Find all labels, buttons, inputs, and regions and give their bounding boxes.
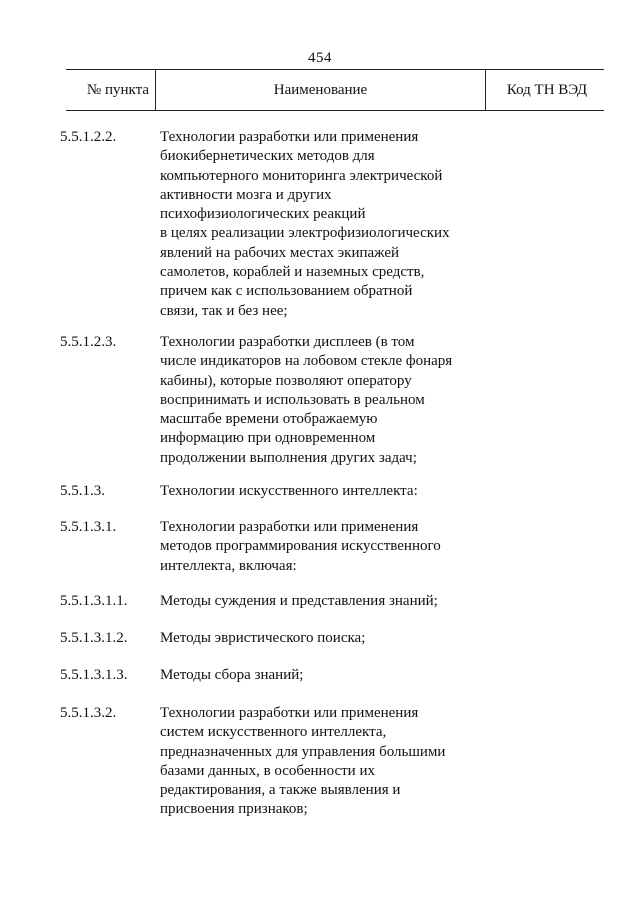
entry-text <box>160 482 500 501</box>
entry-number: 5.5.1.3.1. <box>60 519 117 535</box>
entry-line: систем искусственного интеллекта, <box>160 724 387 741</box>
entry-line: продолжении выполнения других задач; <box>160 449 417 466</box>
entry-line: биокибернетических методов для <box>160 148 375 165</box>
entry-line: масштабе времени отображаемую <box>160 411 378 428</box>
entry-number: 5.5.1.3.2. <box>60 705 117 721</box>
entry-line: связи, так и без нее; <box>160 302 288 319</box>
entry-line: психофизиологических реакций <box>160 206 366 223</box>
entry-line: компьютерного мониторинга электрической <box>160 167 443 184</box>
entry-line: кабины), которые позволяют оператору <box>160 372 412 389</box>
header-col-code: Код ТН ВЭД <box>506 81 588 98</box>
entry-line: числе индикаторов на лобовом стекле фонаря <box>160 353 453 370</box>
entry-number: 5.5.1.2.2. <box>60 129 117 145</box>
entry-line: Методы эвристического поиска; <box>160 630 366 646</box>
entry-line: Технологии разработки или применения <box>160 705 419 721</box>
entry-number: 5.5.1.2.3. <box>60 334 117 350</box>
entry-line: явлений на рабочих местах экипажей <box>160 244 400 261</box>
entry-number: 5.5.1.3.1.1. <box>60 593 128 609</box>
entry-text <box>160 333 500 468</box>
entry-line: интеллекта, включая: <box>160 557 297 574</box>
entry-line: активности мозга и других <box>160 186 332 203</box>
entry-text <box>160 666 500 685</box>
entry-text <box>160 704 500 820</box>
entry-line: редактирования, а также выявления и <box>160 782 401 799</box>
entry-line: информацию при одновременном <box>160 430 376 447</box>
entry-text <box>160 592 500 611</box>
entry-line: причем как с использованием обратной <box>160 283 413 300</box>
entry-line: Методы сбора знаний; <box>160 667 304 683</box>
entry-line: присвоения признаков; <box>160 801 308 818</box>
entry-text <box>160 629 500 648</box>
entry-line: воспринимать и использовать в реальном <box>160 391 425 408</box>
entry-line: методов программирования искусственного <box>160 538 441 555</box>
entry-line: базами данных, в особенности их <box>160 762 375 779</box>
entry-line: самолетов, кораблей и наземных средств, <box>160 264 425 281</box>
entry-line: предназначенных для управления большими <box>160 743 446 760</box>
page-number: 454 <box>308 50 332 66</box>
entry-line: Технологии искусственного интеллекта: <box>160 483 418 499</box>
table-header <box>66 69 604 111</box>
header-col-name: Наименование <box>156 70 486 110</box>
entry-text <box>160 128 500 321</box>
entry-line: Технологии разработки дисплеев (в том <box>160 334 415 350</box>
entry-line: в целях реализации электрофизиологических <box>160 225 450 242</box>
entry-number: 5.5.1.3.1.3. <box>60 667 128 683</box>
entry-number: 5.5.1.3. <box>60 483 105 499</box>
entry-line: Технологии разработки или применения <box>160 519 419 535</box>
entry-line: Методы суждения и представления знаний; <box>160 593 438 609</box>
header-col-number: № пункта <box>66 70 156 110</box>
entry-number: 5.5.1.3.1.2. <box>60 630 128 646</box>
entry-text <box>160 518 500 576</box>
entry-line: Технологии разработки или применения <box>160 129 419 145</box>
